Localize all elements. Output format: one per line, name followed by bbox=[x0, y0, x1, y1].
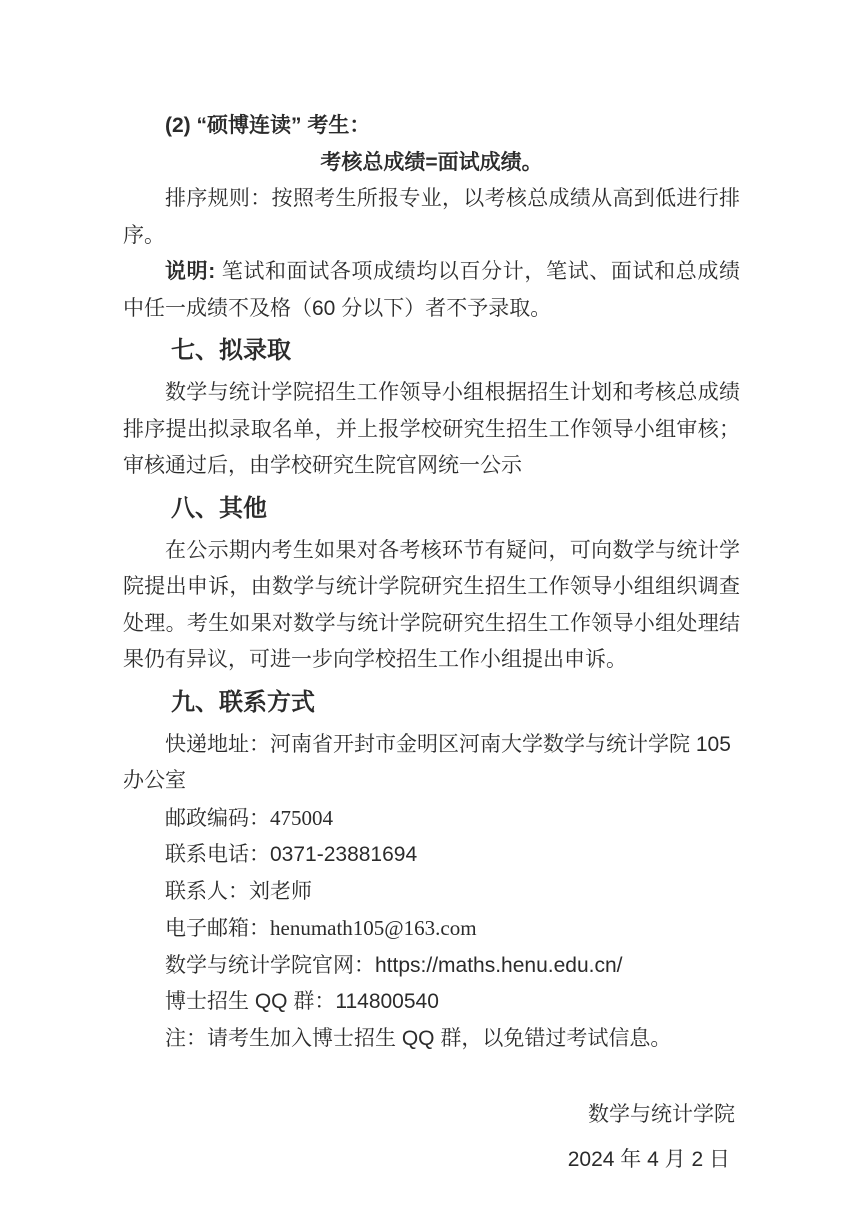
contact-qq-group bbox=[123, 984, 740, 1021]
formula-line: 考核总成绩=面试成绩。 bbox=[320, 150, 543, 174]
note-paragraph bbox=[123, 254, 740, 327]
contact-address-label: 快递地址： bbox=[165, 732, 270, 756]
contact-postal-label: 邮政编码： bbox=[165, 806, 270, 830]
contact-phone bbox=[123, 837, 740, 874]
contact-person bbox=[123, 874, 740, 911]
contact-person-label: 联系人： bbox=[165, 879, 249, 903]
contact-note-value: 请考生加入博士招生 QQ 群，以免错过考试信息。 bbox=[207, 1026, 672, 1050]
section7-body: 数学与统计学院招生工作领导小组根据招生计划和考核总成绩排序提出拟录取名单，并上报学校研究生招生工作领导小组审核；审核通过后，由学校研究生院官网统一公示 bbox=[123, 381, 740, 477]
item2-heading: (2) “硕博连读” 考生： bbox=[165, 114, 371, 137]
sorting-rule-paragraph: 排序规则：按照考生所报专业，以考核总成绩从高到低进行排序。 bbox=[123, 187, 740, 247]
contact-website-label: 数学与统计学院官网： bbox=[165, 953, 375, 977]
contact-address-value: 河南省开封市金明区河南大学数学与统计学院 105 办公室 bbox=[123, 732, 731, 792]
section7-title: 七、拟录取 bbox=[171, 337, 291, 364]
note-label: 说明: bbox=[165, 260, 216, 283]
contact-qq-value: 114800540 bbox=[335, 990, 439, 1013]
contact-note bbox=[123, 1021, 740, 1058]
contact-email-label: 电子邮箱： bbox=[165, 917, 270, 940]
contact-person-value: 刘老师 bbox=[249, 879, 312, 903]
signature-organization: 数学与统计学院 bbox=[588, 1103, 735, 1126]
contact-website-value: https://maths.henu.edu.cn/ bbox=[375, 953, 623, 977]
contact-postal-value: 475004 bbox=[270, 805, 333, 830]
contact-phone-label: 联系电话： bbox=[165, 843, 270, 866]
signature-date: 2024 年 4 月 2 日 bbox=[567, 1148, 730, 1171]
contact-phone-value: 0371-23881694 bbox=[270, 843, 418, 866]
contact-qq-label: 博士招生 QQ 群： bbox=[165, 990, 336, 1013]
contact-email bbox=[123, 910, 740, 948]
contact-note-label: 注： bbox=[165, 1026, 207, 1050]
contact-address bbox=[123, 727, 740, 800]
contact-email-value: henumath105@163.com bbox=[270, 916, 477, 940]
signature-block bbox=[123, 1096, 740, 1179]
note-text: 笔试和面试各项成绩均以百分计，笔试、面试和总成绩中任一成绩不及格（60 分以下）者不予录取。 bbox=[123, 260, 740, 320]
section8-body: 在公示期内考生如果对各考核环节有疑问，可向数学与统计学院提出申诉，由数学与统计学院研究生招生工作领导小组组织调查处理。考生如果对数学与统计学院研究生招生工作领导小组处理结果仍有异议，可进一步向学校招生工作小组提出申诉。 bbox=[123, 538, 740, 671]
contact-postal-code bbox=[123, 800, 740, 838]
section8-title: 八、其他 bbox=[171, 494, 267, 522]
section9-title: 九、联系方式 bbox=[171, 688, 315, 716]
contact-website bbox=[123, 948, 740, 985]
